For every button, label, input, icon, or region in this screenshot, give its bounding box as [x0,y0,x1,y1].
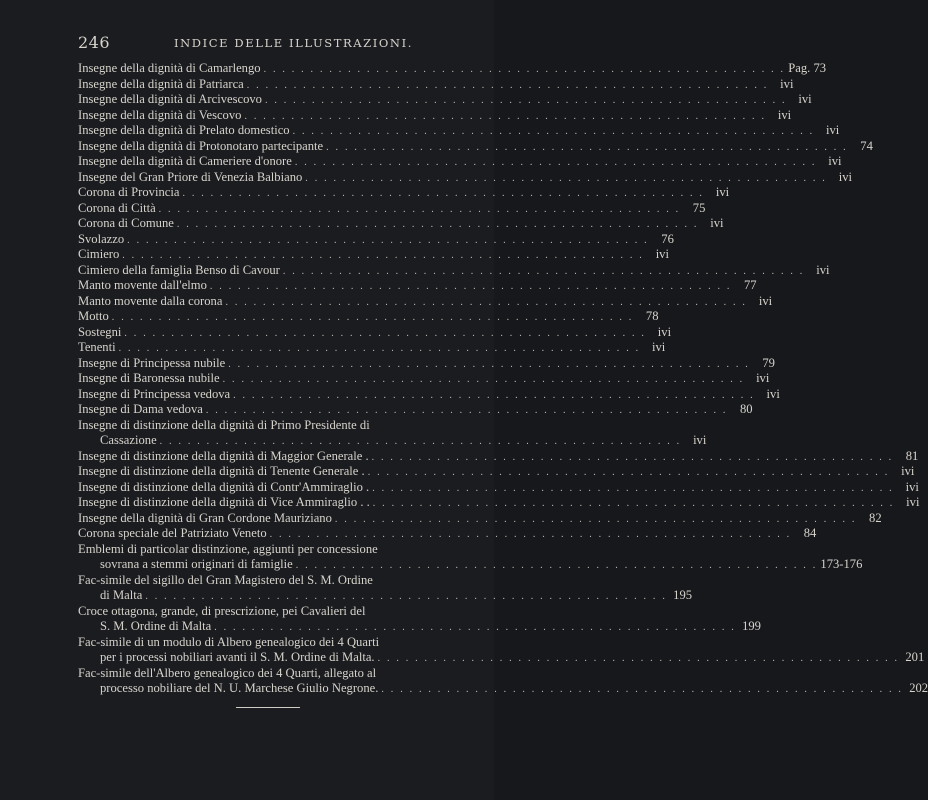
entry-page: 195 [673,588,693,602]
leader-dots: . . . . . . . . . . . . . . . . . . . . . . . . . . . . . . . . . . . . . . . . . . . . . . . . . . . . . . . . [246,79,769,91]
entry-text: Insegne di distinzione della dignità di Primo Presidente di [78,417,370,432]
leader-dots: . . . . . . . . . . . . . . . . . . . . . . . . . . . . . . . . . . . . . . . . . . . . . . . . . . . . . . . . [222,374,745,385]
index-entry [78,262,830,279]
entry-text: Corona di Città [78,200,156,215]
index-entry [78,402,753,418]
entry-line [78,666,473,682]
entry-page: ivi [905,479,919,494]
entry-text: Sostegni [78,324,122,339]
index-entry [78,340,666,356]
entry-page: ivi [826,123,840,137]
index-entry [78,92,812,108]
entry-line [78,588,693,604]
entry-page: Pag. 73 [788,61,827,75]
entry-page: ivi [780,76,794,91]
leader-dots: . . . . . . . . . . . . . . . . . . . . . . . . . . . . . . . . . . . . . . . . . . . . . . . . . . . . . . . . [205,405,728,416]
leader-dots: . . . . . . . . . . . . . . . . . . . . . . . . . . . . . . . . . . . . . . . . . . . . . . . . . . . . . . . . [372,482,894,494]
entry-text: Motto [78,309,109,323]
leader-dots: . . . . . . . . . . . . . . . . . . . . . . . . . . . . . . . . . . . . . . . . . . . . . . . . . . . . . . . . [305,172,827,184]
entry-page: 76 [661,231,674,246]
entry-text: S. M. Ordine di Malta [100,619,212,633]
index-entry [78,572,693,604]
index-entry [78,541,863,573]
leader-dots: . . . . . . . . . . . . . . . . . . . . . . . . . . . . . . . . . . . . . . . . . . . . . . . . . . . . . . . . [367,467,890,478]
entry-page: ivi [758,293,773,308]
index-entry [78,479,919,496]
leader-dots: . . . . . . . . . . . . . . . . . . . . . . . . . . . . . . . . . . . . . . . . . . . . . . . . . . . . . . . . [233,389,755,401]
index-entry [78,526,817,542]
leader-dots: . . . . . . . . . . . . . . . . . . . . . . . . . . . . . . . . . . . . . . . . . . . . . . . . . . . . . . . . [214,622,736,633]
entry-page: 199 [742,619,761,633]
entry-page: ivi [766,386,780,401]
index-entry [78,665,928,697]
index-entry [78,278,757,294]
entry-page: 78 [645,309,659,323]
entry-page: 80 [739,402,753,416]
index-entry [78,169,852,186]
index-entry [78,355,775,372]
leader-dots: . . . . . . . . . . . . . . . . . . . . . . . . . . . . . . . . . . . . . . . . . . . . . . . . . . . . . . . . [371,451,894,463]
entry-page: ivi [652,340,666,354]
entry-line [78,604,473,620]
leader-dots: . . . . . . . . . . . . . . . . . . . . . . . . . . . . . . . . . . . . . . . . . . . . . . . . . . . . . . . . [145,591,668,602]
leader-dots: . . . . . . . . . . . . . . . . . . . . . . . . . . . . . . . . . . . . . . . . . . . . . . . . . . . . . . . . [176,219,699,230]
index-entry [78,448,919,465]
index-entry [78,324,672,341]
leader-dots: . . . . . . . . . . . . . . . . . . . . . . . . . . . . . . . . . . . . . . . . . . . . . . . . . . . . . . . . [282,265,805,277]
entry-page: ivi [838,169,852,184]
index-entry [78,154,842,170]
page-header [78,33,473,53]
entry-text: Corona di Comune [78,216,174,230]
entry-text: Insegne di distinzione della dignità di Contr'Ammiraglio . [78,479,370,494]
entry-text: Insegne della dignità di Vescovo [78,107,242,122]
entry-text: Manto movente dall'elmo [78,278,207,292]
leader-dots: . . . . . . . . . . . . . . . . . . . . . . . . . . . . . . . . . . . . . . . . . . . . . . . . . . . . . . . . [111,312,634,323]
entry-text: Cimiero [78,247,120,261]
index-entry [78,417,707,449]
index-entry [78,185,730,201]
leader-dots: . . . . . . . . . . . . . . . . . . . . . . . . . . . . . . . . . . . . . . . . . . . . . . . . . . . . . . . . [263,64,786,75]
leader-dots: . . . . . . . . . . . . . . . . . . . . . . . . . . . . . . . . . . . . . . . . . . . . . . . . . . . . . . . . [127,234,649,246]
leader-dots: . . . . . . . . . . . . . . . . . . . . . . . . . . . . . . . . . . . . . . . . . . . . . . . . . . . . . . . . [244,110,767,122]
entry-page: ivi [693,433,707,447]
entry-text: Emblemi di particolar distinzione, aggiunti per concessione [78,541,378,556]
entry-line [78,542,473,558]
entry-line [78,635,473,651]
entry-text: Insegne della dignità di Prelato domestico [78,123,290,137]
entry-page: 82 [869,510,882,525]
entry-page: ivi [828,154,842,168]
leader-dots: . . . . . . . . . . . . . . . . . . . . . . . . . . . . . . . . . . . . . . . . . . . . . . . . . . . . . . . . [326,141,848,153]
entry-page: ivi [906,495,920,509]
entry-text: Corona speciale del Patriziato Veneto [78,526,267,540]
entry-text: Corona di Provincia [78,185,180,199]
entry-line [78,433,707,449]
leader-dots: . . . . . . . . . . . . . . . . . . . . . . . . . . . . . . . . . . . . . . . . . . . . . . . . . . . . . . . . [295,560,818,571]
leader-dots: . . . . . . . . . . . . . . . . . . . . . . . . . . . . . . . . . . . . . . . . . . . . . . . . . . . . . . . . [209,281,732,292]
index-entry [78,138,873,155]
leader-dots: . . . . . . . . . . . . . . . . . . . . . . . . . . . . . . . . . . . . . . . . . . . . . . . . . . . . . . . . [159,436,682,447]
index-entry [78,634,925,666]
leader-dots: . . . . . . . . . . . . . . . . . . . . . . . . . . . . . . . . . . . . . . . . . . . . . . . . . . . . . . . . [269,529,792,540]
entry-text: Insegne di distinzione della dignità di Vice Ammiraglio . . [78,495,370,509]
entry-page: ivi [816,262,830,277]
entry-text: Fac-simile del sigillo del Gran Magistero del S. M. Ordine [78,572,373,587]
leader-dots: . . . . . . . . . . . . . . . . . . . . . . . . . . . . . . . . . . . . . . . . . . . . . . . . . . . . . . . . [377,653,900,664]
leader-dots: . . . . . . . . . . . . . . . . . . . . . . . . . . . . . . . . . . . . . . . . . . . . . . . . . . . . . . . . [122,250,644,261]
entry-line [78,650,925,666]
entry-page: ivi [655,247,669,261]
entry-page: ivi [756,371,770,385]
index-entry [78,510,882,527]
entry-page: 74 [860,138,873,153]
entry-page: 75 [692,200,706,215]
leader-dots: . . . . . . . . . . . . . . . . . . . . . . . . . . . . . . . . . . . . . . . . . . . . . . . . . . . . . . . . [124,327,647,339]
leader-dots: . . . . . . . . . . . . . . . . . . . . . . . . . . . . . . . . . . . . . . . . . . . . . . . . . . . . . . . . [372,498,895,509]
leader-dots: . . . . . . . . . . . . . . . . . . . . . . . . . . . . . . . . . . . . . . . . . . . . . . . . . . . . . . . . [182,188,705,199]
leader-dots: . . . . . . . . . . . . . . . . . . . . . . . . . . . . . . . . . . . . . . . . . . . . . . . . . . . . . . . . [264,95,787,106]
entry-line [78,619,761,635]
entry-text: Croce ottagona, grande, di prescrizione, pei Cavalieri del [78,603,366,618]
entry-page: 84 [803,526,817,540]
entry-page: 202 [909,681,928,695]
entry-text: Insegne della dignità di Gran Cordone Mauriziano [78,510,332,525]
index-entry [78,603,761,635]
index-entries [78,61,928,697]
index-entry [78,216,724,232]
entry-page: ivi [715,185,730,199]
entry-page: 173-176 [820,557,863,571]
entry-text: Insegne di Principessa vedova [78,386,231,401]
index-entry [78,107,792,124]
leader-dots: . . . . . . . . . . . . . . . . . . . . . . . . . . . . . . . . . . . . . . . . . . . . . . . . . . . . . . . . [334,513,857,525]
entry-text: Cassazione [100,433,157,447]
leader-dots: . . . . . . . . . . . . . . . . . . . . . . . . . . . . . . . . . . . . . . . . . . . . . . . . . . . . . . . . [381,684,904,695]
index-entry [78,309,659,325]
entry-line [78,681,928,697]
index-entry [78,200,706,217]
entry-text: Insegne della dignità di Protonotaro partecipante [78,138,324,153]
entry-page: ivi [657,324,672,339]
index-entry [78,123,840,139]
entry-text: Fac-simile dell'Albero genealogico dei 4 Quarti, allegato al [78,665,377,680]
entry-page: 79 [762,355,775,370]
entry-text: di Malta [100,588,143,602]
leader-dots: . . . . . . . . . . . . . . . . . . . . . . . . . . . . . . . . . . . . . . . . . . . . . . . . . . . . . . . . [225,296,748,308]
entry-text: Fac-simile di un modulo di Albero genealogico dei 4 Quarti [78,634,380,649]
leader-dots: . . . . . . . . . . . . . . . . . . . . . . . . . . . . . . . . . . . . . . . . . . . . . . . . . . . . . . . . [292,126,815,137]
entry-text: Svolazzo [78,231,125,246]
entry-text: Insegne del Gran Priore di Venezia Balbiano [78,169,303,184]
entry-text: Insegne di Principessa nubile [78,355,226,370]
entry-text: per i processi nobiliari avanti il S. M. Ordine di Malta. [100,650,375,664]
entry-text: Insegne della dignità di Patriarca [78,76,244,91]
entry-text: Insegne della dignità di Cameriere d'onore [78,154,292,168]
entry-text: Manto movente dalla corona [78,293,223,308]
index-entry [78,386,780,403]
index-entry [78,495,920,511]
entry-text: Cimiero della famiglia Benso di Cavour [78,262,280,277]
index-entry [78,371,770,387]
entry-page: 77 [744,278,757,292]
page-number: 246 [78,33,111,52]
index-entry [78,231,674,248]
entry-page: ivi [710,216,724,230]
entry-line [78,557,863,573]
closing-rule [236,707,300,708]
entry-text: Tenenti [78,340,116,354]
leader-dots: . . . . . . . . . . . . . . . . . . . . . . . . . . . . . . . . . . . . . . . . . . . . . . . . . . . . . . . . [294,157,817,168]
entry-text: Insegne della dignità di Camarlengo [78,61,261,75]
index-entry [78,61,827,77]
entry-line [78,573,473,589]
index-entry [78,464,915,480]
leader-dots: . . . . . . . . . . . . . . . . . . . . . . . . . . . . . . . . . . . . . . . . . . . . . . . . . . . . . . . . [118,343,641,354]
entry-page: 81 [905,448,919,463]
leader-dots: . . . . . . . . . . . . . . . . . . . . . . . . . . . . . . . . . . . . . . . . . . . . . . . . . . . . . . . . [158,203,681,215]
entry-text: Insegne di Dama vedova [78,402,203,416]
entry-line [78,418,473,434]
entry-text: Insegne di distinzione della dignità di Tenente Generale . [78,464,365,478]
index-entry [78,293,773,310]
index-entry [78,76,794,93]
leader-dots: . . . . . . . . . . . . . . . . . . . . . . . . . . . . . . . . . . . . . . . . . . . . . . . . . . . . . . . . [228,358,750,370]
entry-page: ivi [798,92,812,106]
entry-text: Insegne di distinzione della dignità di Maggior Generale . [78,448,369,463]
entry-text: processo nobiliare del N. U. Marchese Giulio Negrone. [100,681,379,695]
entry-page: ivi [777,107,792,122]
entry-page: ivi [901,464,915,478]
entry-text: sovrana a stemmi originari di famiglie [100,557,293,571]
index-entry [78,247,669,263]
running-title: INDICE DELLE ILLUSTRAZIONI. [174,36,413,50]
entry-text: Insegne di Baronessa nubile [78,371,220,385]
entry-text: Insegne della dignità di Arcivescovo [78,92,262,106]
entry-page: 201 [905,650,925,664]
